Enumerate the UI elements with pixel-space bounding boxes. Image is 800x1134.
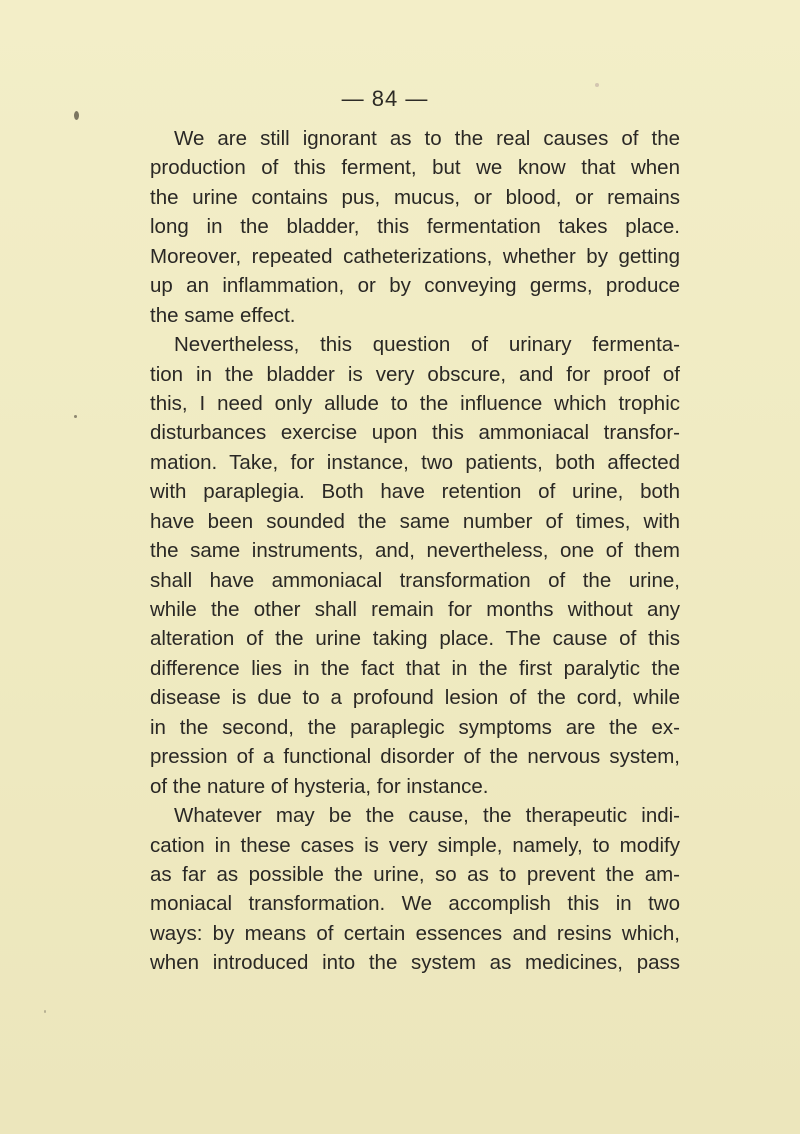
paragraph [150, 801, 680, 978]
text-line: difference lies in the fact that in the first paralytic the [150, 656, 680, 680]
text-line: long in the bladder, this fermentation takes place. [150, 215, 680, 239]
text-line: of the nature of hysteria, for instance. [150, 774, 489, 798]
text-line: We are still ignorant as to the real causes of the [174, 127, 680, 150]
text-line: alteration of the urine taking place. The cause of this [150, 627, 680, 651]
page-number: — 84 — [341, 86, 429, 111]
text-line: Whatever may be the cause, the therapeutic indi- [174, 804, 680, 828]
text-line: with paraplegia. Both have retention of urine, both [150, 480, 680, 504]
text-line: ways: by means of certain essences and resins which, [150, 921, 680, 945]
text-line: shall have ammoniacal transformation of the urine, [150, 568, 680, 592]
text-line: up an inflammation, or by conveying germs, produce [150, 274, 680, 298]
text-line: moniacal transformation. We accomplish this in two [150, 892, 680, 916]
paper-speck [44, 1010, 46, 1013]
text-line: disease is due to a profound lesion of the cord, while [150, 686, 680, 710]
text-line: Nevertheless, this question of urinary fermenta- [174, 333, 680, 357]
paragraph [150, 330, 680, 801]
text-line: as far as possible the urine, so as to prevent the am- [150, 862, 680, 886]
text-line: pression of a functional disorder of the nervous system, [150, 745, 680, 769]
body-text [150, 124, 680, 978]
text-line: in the second, the paraplegic symptoms are the ex- [150, 715, 680, 739]
text-line: production of this ferment, but we know that when [150, 156, 680, 180]
text-line: the same effect. [150, 303, 296, 327]
text-line: tion in the bladder is very obscure, and for proof of [150, 362, 680, 386]
text-line: while the other shall remain for months without any [150, 598, 680, 621]
text-line: the urine contains pus, mucus, or blood, or remains [150, 185, 680, 209]
text-line: Moreover, repeated catheterizations, whether by getting [150, 244, 680, 268]
text-line: disturbances exercise upon this ammoniacal transfor- [150, 421, 680, 445]
paragraph [150, 124, 680, 330]
text-line: have been sounded the same number of times, with [150, 509, 680, 533]
text-line: the same instruments, and, nevertheless, one of them [150, 539, 680, 563]
text-line: when introduced into the system as medicines, pass [150, 951, 680, 975]
text-line: mation. Take, for instance, two patients, both affected [150, 450, 680, 474]
text-line: this, I need only allude to the influence which trophic [150, 391, 680, 415]
paper-speck [74, 111, 79, 120]
text-line: cation in these cases is very simple, namely, to modify [150, 833, 680, 857]
paper-speck [74, 415, 77, 418]
